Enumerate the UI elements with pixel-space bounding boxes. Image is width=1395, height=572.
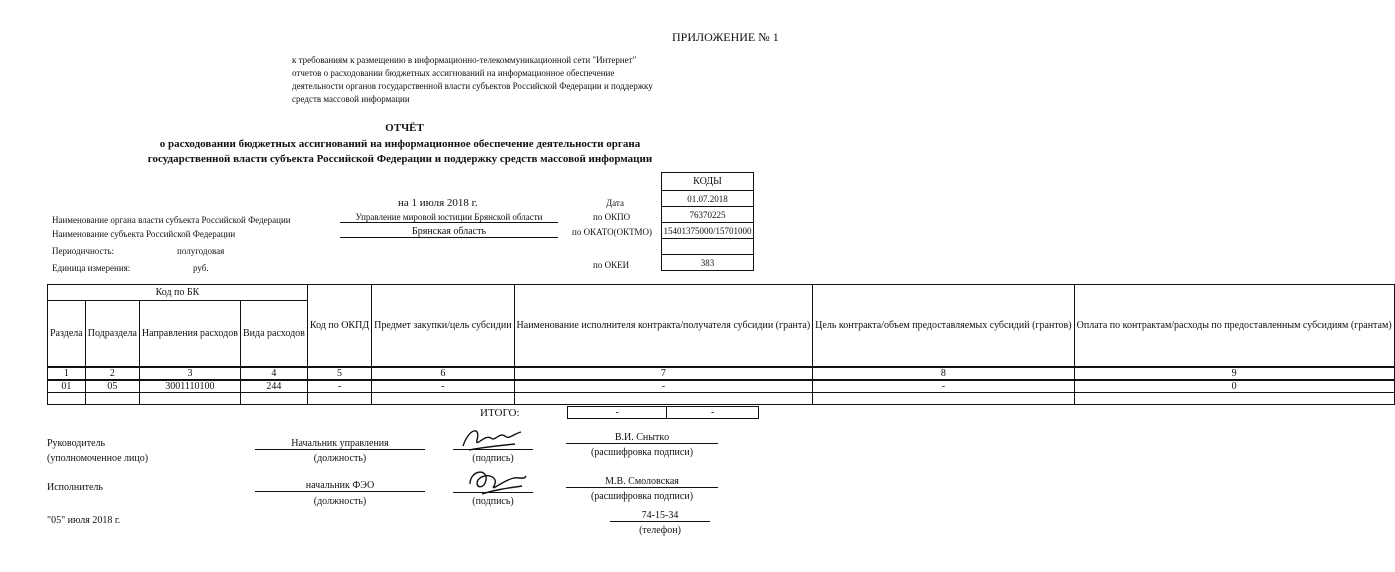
subject-value: Брянская область bbox=[340, 226, 558, 238]
phone: 74-15-34 bbox=[610, 510, 710, 522]
unit-label: Единица измерения: bbox=[52, 263, 131, 273]
appendix-line: деятельности органов государственной власти субъектов Российской Федерации и поддержку bbox=[292, 81, 653, 91]
appendix-line: средств массовой информации bbox=[292, 94, 410, 104]
total-cell: - bbox=[568, 407, 667, 419]
col-header: Оплата по контрактам/расходы по предоставленным субсидиям (грантам) bbox=[1074, 285, 1394, 367]
subject-label: Наименование субъекта Российской Федерации bbox=[52, 229, 236, 239]
period-label: Периодичность: bbox=[52, 246, 115, 256]
col-number: 7 bbox=[514, 367, 813, 380]
table-row bbox=[48, 392, 1395, 404]
head-name: В.И. Сныткo bbox=[566, 432, 718, 444]
total-cell: - bbox=[667, 407, 759, 419]
report-sign-date: "05" июля 2018 г. bbox=[47, 515, 121, 526]
exec-name: М.В. Смоловская bbox=[566, 476, 718, 488]
code-label-okei: по ОКЕИ bbox=[593, 260, 630, 270]
cell bbox=[372, 392, 514, 404]
col-number: 8 bbox=[813, 367, 1074, 380]
col-header: Код по ОКПД bbox=[307, 285, 371, 367]
code-date: 01.07.2018 bbox=[662, 191, 754, 207]
expenses-table bbox=[47, 284, 1395, 405]
cell bbox=[139, 392, 240, 404]
cell: 05 bbox=[85, 380, 139, 393]
code-label-okpo: по ОКПО bbox=[593, 212, 631, 222]
cell bbox=[48, 392, 86, 404]
col-number: 4 bbox=[240, 367, 307, 380]
col-header: Направления расходов bbox=[139, 301, 240, 367]
cell bbox=[813, 392, 1074, 404]
report-date: на 1 июля 2018 г. bbox=[398, 197, 478, 209]
code-label-okato: по ОКАТО(ОКТМО) bbox=[572, 227, 653, 237]
head-position: Начальник управления bbox=[255, 438, 425, 450]
appendix-line: отчетов о расходовании бюджетных ассигнований на информационное обеспечение bbox=[292, 68, 615, 78]
signature-caption: (подпись) bbox=[472, 453, 514, 464]
cell bbox=[85, 392, 139, 404]
cell: 01 bbox=[48, 380, 86, 393]
totals-table bbox=[567, 406, 759, 419]
exec-label: Исполнитель bbox=[47, 482, 103, 493]
table-row bbox=[48, 380, 1395, 393]
cell bbox=[1074, 392, 1394, 404]
col-header: Подраздела bbox=[85, 301, 139, 367]
col-header: Вида расходов bbox=[240, 301, 307, 367]
cell: 0 bbox=[1074, 380, 1394, 393]
signature-caption: (подпись) bbox=[472, 496, 514, 507]
cell: - bbox=[514, 380, 813, 393]
code-okei: 383 bbox=[662, 255, 754, 271]
head-signature-icon bbox=[455, 424, 527, 460]
cell: - bbox=[813, 380, 1074, 393]
col-header: Наименование исполнителя контракта/получателя субсидии (гранта) bbox=[514, 285, 813, 367]
report-title: ОТЧЁТ bbox=[385, 122, 424, 134]
code-empty bbox=[662, 239, 754, 255]
codes-header: КОДЫ bbox=[662, 173, 754, 191]
org-label: Наименование органа власти субъекта Российской Федерации bbox=[52, 215, 291, 225]
appendix-line: к требованиям к размещению в информационно-телекоммуникационной сети "Интернет" bbox=[292, 55, 637, 65]
code-okpo: 76370225 bbox=[662, 207, 754, 223]
exec-signature-icon bbox=[460, 464, 530, 500]
col-header: Цель контракта/объем предоставляемых субсидий (грантов) bbox=[813, 285, 1074, 367]
phone-caption: (телефон) bbox=[639, 525, 681, 536]
code-label-date: Дата bbox=[606, 198, 624, 208]
cell bbox=[514, 392, 813, 404]
codes-table bbox=[661, 172, 754, 271]
cell bbox=[240, 392, 307, 404]
head-label: Руководитель bbox=[47, 438, 106, 449]
code-okato: 15401375000/15701000 bbox=[662, 223, 754, 239]
col-number: 9 bbox=[1074, 367, 1394, 380]
cell: 3001110100 bbox=[139, 380, 240, 393]
head-label-sub: (уполномоченное лицо) bbox=[47, 453, 149, 464]
position-caption: (должность) bbox=[313, 496, 367, 507]
col-header: Раздела bbox=[48, 301, 86, 367]
col-number: 5 bbox=[307, 367, 371, 380]
cell: 244 bbox=[240, 380, 307, 393]
name-caption: (расшифровка подписи) bbox=[590, 491, 694, 502]
bk-group-header: Код по БК bbox=[48, 285, 308, 301]
col-number: 1 bbox=[48, 367, 86, 380]
org-value: Управление мировой юстиции Брянской области bbox=[340, 212, 558, 223]
report-subtitle: государственной власти субъекта Российской Федерации и поддержку средств массовой информации bbox=[147, 153, 653, 165]
col-header: Предмет закупки/цель субсидии bbox=[372, 285, 514, 367]
cell: - bbox=[372, 380, 514, 393]
total-label: ИТОГО: bbox=[480, 407, 520, 419]
cell: - bbox=[307, 380, 371, 393]
position-caption: (должность) bbox=[313, 453, 367, 464]
name-caption: (расшифровка подписи) bbox=[590, 447, 694, 458]
period-value: полугодовая bbox=[177, 246, 225, 256]
col-number: 2 bbox=[85, 367, 139, 380]
col-number: 3 bbox=[139, 367, 240, 380]
col-number: 6 bbox=[372, 367, 514, 380]
exec-position: начальник ФЭО bbox=[255, 480, 425, 492]
unit-value: руб. bbox=[193, 263, 209, 273]
cell bbox=[307, 392, 371, 404]
appendix-title: ПРИЛОЖЕНИЕ № 1 bbox=[672, 30, 779, 44]
report-subtitle: о расходовании бюджетных ассигнований на информационное обеспечение деятельности органа bbox=[159, 138, 641, 150]
